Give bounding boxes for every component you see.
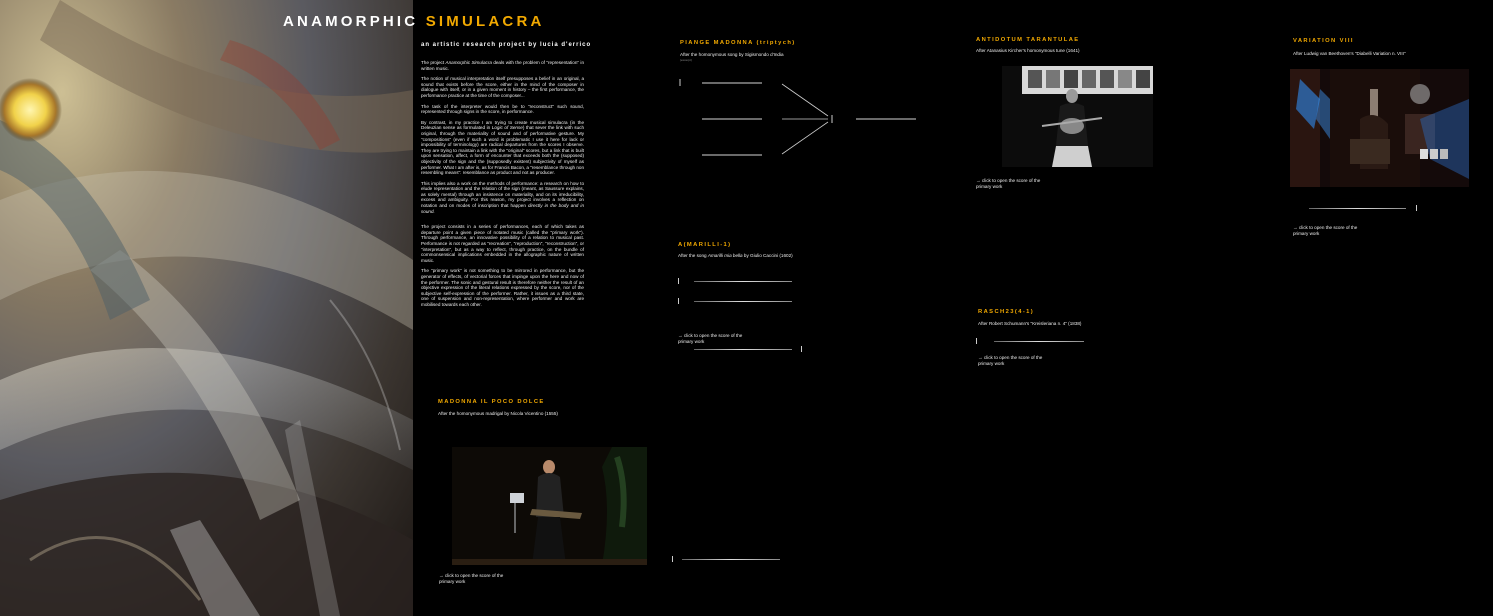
intro-paragraph-3: The task of the interpreter would then be to "reconstruct" such sound, represented through signs in the score, in performance.	[421, 103, 584, 115]
antidotum-subtitle: After Atanasius Kircher's homonymous tune (1641)	[976, 48, 1080, 53]
madonna-dolce-subtitle: After the homonymous madrigal by Nicola Vicentino (1555)	[438, 411, 558, 416]
intro-paragraph-5: This implies also a work on the methods of performance: a research on how to elude representation and the relation of the sign (meant, as Saussure explains, as solely mental) through an insistence on materiality, and on its irreducibility, excess and ambiguity. For this reason, my project involves a reflection on notation and on modes of inscription that happen directly in the body and in sound.	[421, 180, 584, 214]
amarilli-score-link[interactable]: → click to open the score of the primary work	[678, 333, 743, 344]
variation-performance-photo[interactable]	[1290, 69, 1469, 187]
amarilli-marker-2	[678, 298, 679, 304]
piange-madonna-subtitle: After the homonymous song by Sigismondo d'India	[680, 52, 784, 57]
variation-line	[1309, 208, 1406, 209]
variation-marker	[1416, 205, 1417, 211]
intro-paragraph-7: The "primary work" is not something to be mirrored in performance, but the generator of effects, of vectorial forces that impinge upon the here and now of the performer. The sonic and gestural result is therefore neither the result of an objective expression of the literal relations expressed by the score, nor of the subjective self-expression of the performer. Rather, it issues as a third state, one of suspension and non-representation, where performer and work are mobilised towards each other.	[421, 268, 584, 307]
intro-text	[421, 60, 584, 313]
site-title-word2: SIMULACRA	[425, 13, 545, 30]
amarilli-subtitle: After the song Amarilli mia bella by Giulio Caccini (1602)	[678, 253, 793, 258]
amarilli-line-1	[694, 281, 792, 282]
madonna-dolce-score-link[interactable]: → click to open the score of the primary work	[439, 573, 504, 584]
variation-title[interactable]: VARIATION VIII	[1293, 38, 1354, 44]
site-title-word1: ANAMORPHIC	[283, 13, 419, 30]
madonna-dolce-performance-photo[interactable]	[452, 447, 647, 565]
intro-paragraph-4: By contrast, in my practice I am trying to create musical simulacra (in the Deleuzian sense as formulated in Logic of Sense) that sever the link with such original, through the materiality of sound and of performative gesture. My "compositions" (even if such a word is problematic I use it here for lack or impossibility of terminology) are radical departures from the scores I observe. They are trying to maintain a link with the "original" scores, but a link that is built upon sensation, affect, a form of encounter that exceeds both the (supposed) objectivity of the sign and the (supposedly existent) subjectivity of myself as performer. What I am after is, as for Francis Bacon, a "resemblance through non resembling means": resemblance as product and not as producer.	[421, 119, 584, 176]
variation-subtitle: After Ludwig van Beethoven's "Diabelli Variation n. VIII"	[1293, 51, 1406, 56]
amarilli-line-2	[694, 301, 792, 302]
rasch-subtitle: After Robert Schumann's "Kreisleriana n. 4" (1838)	[978, 321, 1082, 326]
amarilli-marker-1	[678, 278, 679, 284]
rasch-marker	[976, 338, 977, 344]
rasch-score-link[interactable]: → click to open the score of the primary work	[978, 355, 1043, 366]
amarilli-line-3	[694, 349, 792, 350]
amarilli-title[interactable]: A(MARILLI-1)	[678, 242, 732, 248]
madonna-dolce-title[interactable]: MADONNA IL POCO DOLCE	[438, 399, 545, 405]
site-subtitle: an artistic research project by lucia d'errico	[421, 42, 592, 48]
rasch-title[interactable]: RASCH23(4-1)	[978, 309, 1035, 315]
site-title	[283, 13, 545, 30]
rasch-line	[994, 341, 1084, 342]
madonna-dolce-line	[682, 559, 780, 560]
antidotum-title[interactable]: ANTIDOTUM TARANTULAE	[976, 37, 1080, 43]
antidotum-score-link[interactable]: → click to open the score of the primary work	[976, 178, 1041, 189]
intro-paragraph-2: The notion of musical interpretation itself presupposes a belief in an original, a sound that exists before the score, either in the mind of the composer in dialogue with itself, or in a given moment in history – the first performance, the performance practice at the time of the composer...	[421, 76, 584, 98]
anamorphic-dome-artwork	[0, 0, 413, 616]
piange-madonna-title[interactable]: PIANGE MADONNA (triptych)	[680, 40, 796, 46]
intro-paragraph-6: The project consists in a series of performances, each of which takes as departure point a given piece of notated music (called the "primary work"). Through performance, an innovative possibility of a relation to musical past. Performance is not regarded as "recreation", "reproduction", "reconstruction", or "interpretation", but as a way to reflect, through practice, on the bundle of commonsensical implications embedded in the allographic nature of written music.	[421, 224, 584, 263]
piange-madonna-note: (excerpt)	[680, 58, 692, 62]
variation-score-link[interactable]: → click to open the score of the primary work	[1293, 225, 1358, 236]
piange-madonna-diagram[interactable]	[676, 75, 926, 165]
amarilli-marker-3	[801, 346, 802, 352]
antidotum-performance-photo[interactable]	[1002, 66, 1153, 167]
intro-paragraph-1: The project Anamorphic Simulacra deals with the problem of "representation" in written music.	[421, 60, 584, 71]
madonna-dolce-marker	[672, 556, 673, 562]
